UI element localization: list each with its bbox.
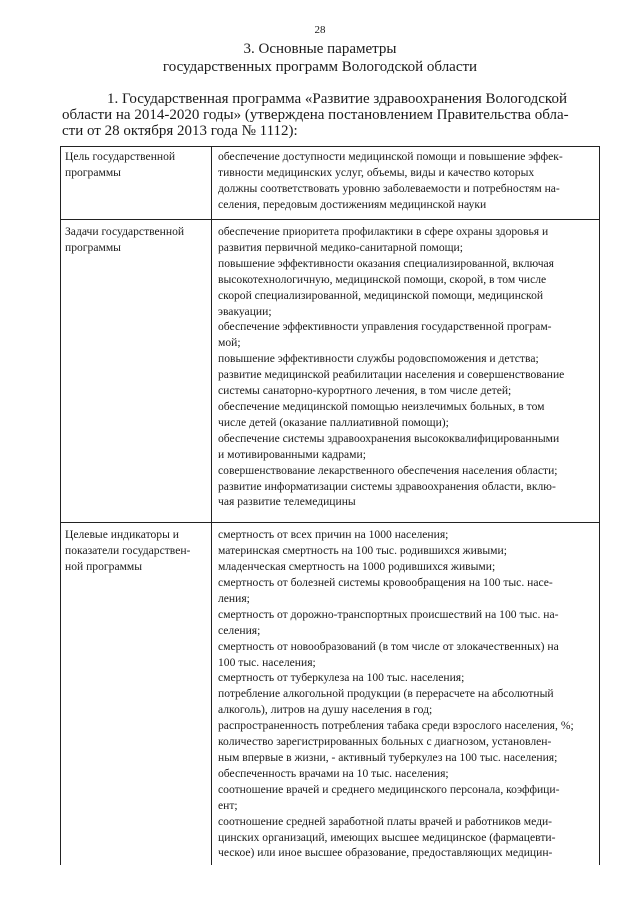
indicator-line: распространенность потребления табака среди взрослого населения, %; — [218, 719, 574, 733]
indicator-line: 100 тыс. населения; — [218, 655, 316, 669]
table-row-tasks — [61, 220, 600, 523]
indicators-content-cell — [212, 523, 600, 866]
table-row-goal — [61, 147, 600, 220]
task-line: высокотехнологичную, медицинской помощи, скорой, в том числе — [218, 272, 547, 286]
tasks-label-line: программы — [65, 240, 121, 254]
task-line: числе детей (оказание паллиативной помощи); — [218, 415, 449, 429]
goal-line: тивности медицинских услуг, объемы, виды и качество которых — [218, 165, 535, 179]
indicator-line: количество зарегистрированных больных с диагнозом, установлен- — [218, 735, 552, 749]
task-line: совершенствование лекарственного обеспечения населения области; — [218, 463, 558, 477]
indicator-line: материнская смертность на 100 тыс. родившихся живыми; — [218, 544, 507, 558]
indicator-line: ческое) или иное высшее образование, предоставляющих медицин- — [218, 846, 553, 860]
goal-label-cell — [61, 147, 212, 220]
task-line: повышение эффективности службы родовспоможения и детства; — [218, 352, 539, 366]
task-line: развитие медицинской реабилитации населения и совершенствование — [218, 368, 565, 382]
indicator-line: соотношение врачей и среднего медицинского персонала, коэффици- — [218, 782, 560, 796]
task-line: системы санаторно-курортного лечения, в том числе детей; — [218, 384, 512, 398]
tasks-label-cell — [61, 220, 212, 523]
indicators-label-line: показатели государствен- — [65, 544, 191, 558]
task-line: эвакуации; — [218, 304, 272, 318]
program-intro — [62, 91, 599, 139]
task-line: мой; — [218, 336, 241, 350]
goal-label-line: программы — [65, 165, 121, 179]
program-parameters-table — [60, 146, 600, 865]
page-number: 28 — [314, 24, 326, 36]
indicator-line: ления; — [218, 591, 250, 605]
intro-line: области на 2014-2020 годы» (утверждена постановлением Правительства обла- — [62, 107, 569, 123]
section-title-line-2: государственных программ Вологодской области — [162, 59, 478, 75]
task-line: чая развитие телемедицины — [218, 495, 356, 509]
goal-label-line: Цель государственной — [65, 150, 176, 163]
goal-line: обеспечение доступности медицинской помощи и повышение эффек- — [218, 150, 563, 163]
indicators-label-line: ной программы — [65, 560, 143, 574]
table-row-indicators — [61, 523, 600, 866]
task-line: обеспечение эффективности управления государственной програм- — [218, 320, 552, 334]
task-line: и мотивированными кадрами; — [218, 447, 366, 461]
indicator-line: селения; — [218, 623, 261, 637]
indicator-line: смертность от новообразований (в том числе от злокачественных) на — [218, 639, 559, 653]
indicator-line: смертность от туберкулеза на 100 тыс. населения; — [218, 671, 465, 685]
task-line: обеспечение медицинской помощью неизлечимых больных, в том — [218, 399, 545, 413]
indicator-line: потребление алкогольной продукции (в перерасчете на абсолютный — [218, 687, 554, 701]
task-line: развития первичной медико-санитарной помощи; — [218, 240, 463, 254]
section-title — [0, 40, 640, 76]
indicator-line: ным впервые в жизни, - активный туберкулез на 100 тыс. населения; — [218, 751, 558, 764]
goal-line: селения, передовым достижениям медицинской науки — [218, 197, 487, 211]
intro-line: сти от 28 октября 2013 года № 1112): — [62, 123, 298, 139]
goal-line: должны соответствовать уровню заболеваемости и потребностям на- — [218, 181, 560, 195]
section-title-line-1: 3. Основные параметры — [243, 41, 397, 57]
indicator-line: смертность от всех причин на 1000 населения; — [218, 528, 449, 542]
indicator-line: смертность от болезней системы кровообращения на 100 тыс. насе- — [218, 576, 553, 590]
indicator-line: соотношение средней заработной платы врачей и работников меди- — [218, 814, 553, 828]
indicator-line: алкоголь), литров на душу населения в год; — [218, 703, 433, 717]
task-line: скорой специализированной, медицинской помощи, медицинской — [218, 288, 544, 302]
indicator-line: обеспеченность врачами на 10 тыс. населения; — [218, 766, 449, 780]
indicator-line: смертность от дорожно-транспортных происшествий на 100 тыс. на- — [218, 607, 559, 621]
tasks-label-line: Задачи государственной — [65, 225, 185, 238]
task-line: развитие информатизации системы здравоохранения области, вклю- — [218, 479, 556, 493]
task-line: обеспечение системы здравоохранения высококвалифицированными — [218, 431, 560, 445]
indicators-label-cell — [61, 523, 212, 866]
indicator-line: ент; — [218, 798, 238, 812]
intro-line: 1. Государственная программа «Развитие здравоохранения Вологодской — [107, 91, 567, 107]
goal-content-cell — [212, 147, 600, 220]
indicator-line: цинских организаций, имеющих высшее медицинское (фармацевти- — [218, 830, 556, 844]
task-line: обеспечение приоритета профилактики в сфере охраны здоровья и — [218, 225, 549, 238]
tasks-content-cell — [212, 220, 600, 523]
indicators-label-line: Целевые индикаторы и — [65, 528, 179, 542]
indicator-line: младенческая смертность на 1000 родившихся живыми; — [218, 560, 496, 574]
task-line: повышение эффективности оказания специализированной, включая — [218, 256, 555, 270]
